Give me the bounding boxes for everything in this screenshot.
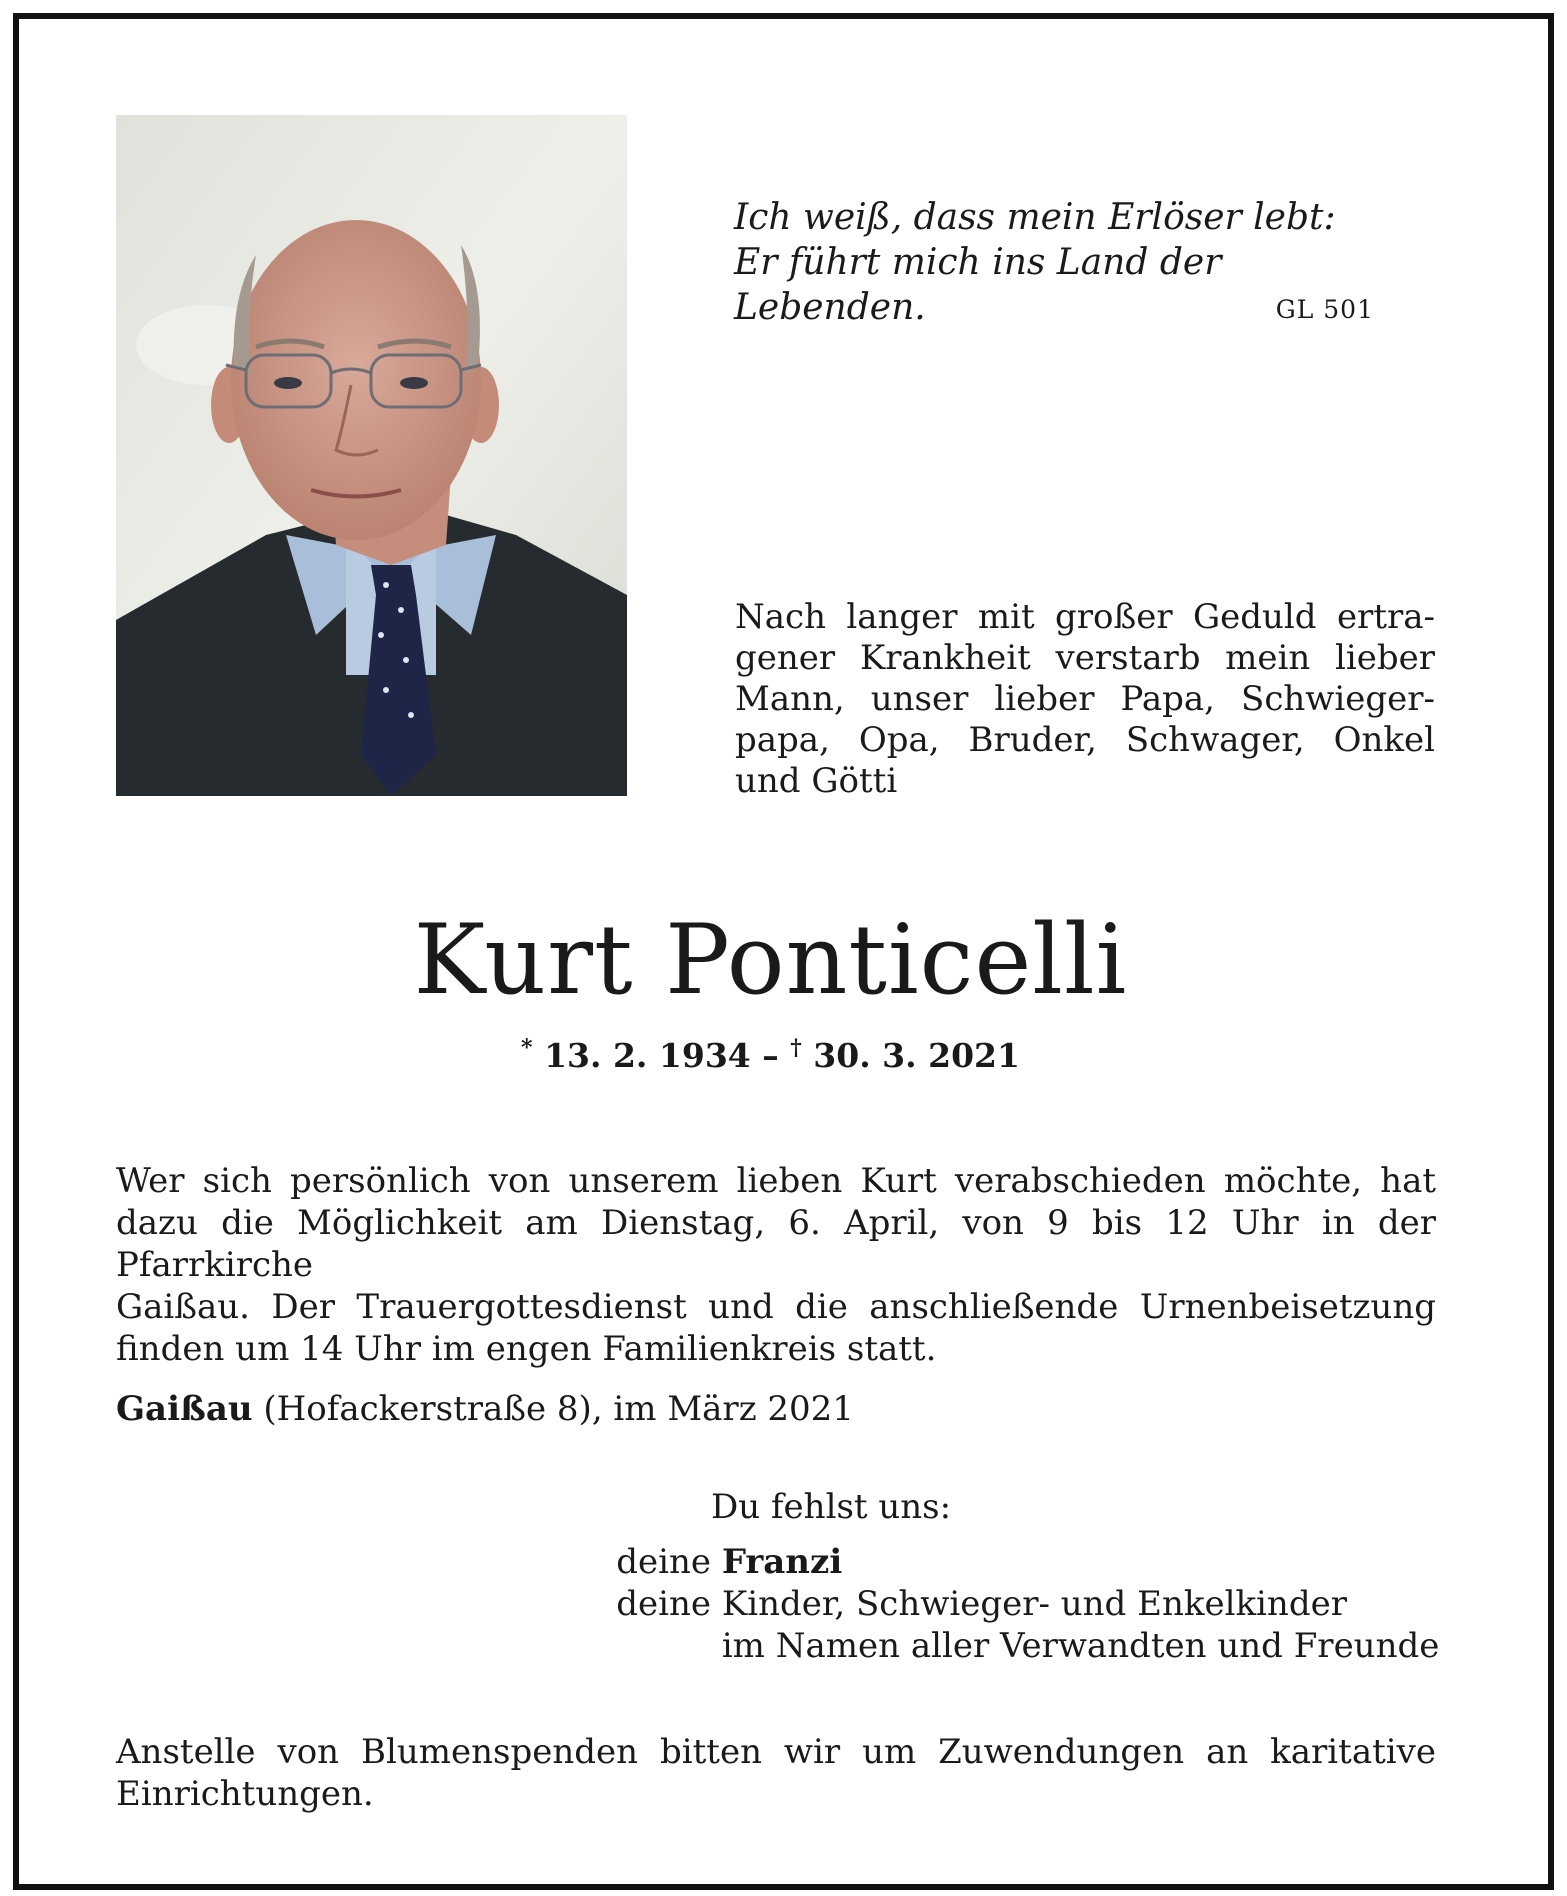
announcement-line: finden um 14 Uhr im engen Familienkreis statt. — [116, 1329, 937, 1369]
signature-row — [605, 1625, 1439, 1667]
portrait-image — [116, 115, 627, 796]
announcement-paragraph — [116, 1160, 1436, 1370]
signature-children: Kinder, Schwieger- und Enkelkinder — [721, 1584, 1347, 1624]
signature-heading: Du fehlst uns: — [711, 1487, 952, 1527]
life-dates — [0, 1035, 1541, 1075]
deceased-name: Kurt Ponticelli — [413, 904, 1128, 1016]
intro-line: Nach langer mit großer Geduld ertra- — [735, 597, 1435, 637]
birth-date: 13. 2. 1934 — [544, 1036, 751, 1075]
quote-reference: GL 501 — [1275, 295, 1374, 324]
quote-line: Er führt mich ins Land der Lebenden. — [734, 242, 1222, 328]
place-rest: (Hofackerstraße 8), im März 2021 — [252, 1389, 854, 1429]
signature-block — [605, 1541, 1439, 1667]
bible-quote — [734, 195, 1364, 330]
signature-row — [605, 1541, 1439, 1583]
intro-line: papa, Opa, Bruder, Schwager, Onkel — [735, 720, 1435, 760]
death-symbol: † — [790, 1035, 802, 1061]
announcement-line: Wer sich persönlich von unserem lieben Kurt verabschieden möchte, hat — [116, 1161, 1436, 1201]
place-and-date — [116, 1388, 854, 1430]
signature-prefix — [605, 1625, 711, 1667]
closing-line: Einrichtungen. — [116, 1774, 374, 1814]
quote-line: Ich weiß, dass mein Erlöser lebt: — [734, 197, 1336, 238]
portrait-photo — [116, 115, 627, 796]
date-separator: – — [762, 1036, 779, 1075]
closing-line: Anstelle von Blumenspenden bitten wir um Zuwendungen an karitative — [116, 1732, 1436, 1772]
signature-prefix: deine — [616, 1584, 711, 1624]
intro-line: und Götti — [735, 761, 898, 801]
birth-symbol: * — [521, 1035, 533, 1061]
announcement-line: dazu die Möglichkeit am Dienstag, 6. April, von 9 bis 12 Uhr in der Pfarrkirche — [116, 1203, 1436, 1285]
signature-spouse: Franzi — [721, 1542, 843, 1582]
intro-paragraph — [735, 597, 1435, 802]
place-town: Gaißau — [116, 1389, 253, 1429]
signature-relatives: im Namen aller Verwandten und Freunde — [721, 1626, 1440, 1666]
intro-line: gener Krankheit verstarb mein lieber — [735, 638, 1435, 678]
signature-row — [605, 1583, 1439, 1625]
death-date: 30. 3. 2021 — [813, 1036, 1020, 1075]
signature-prefix: deine — [616, 1542, 711, 1582]
announcement-line: Gaißau. Der Trauergottesdienst und die anschließende Urnenbeisetzung — [116, 1287, 1436, 1327]
closing-paragraph — [116, 1731, 1436, 1815]
intro-line: Mann, unser lieber Papa, Schwieger- — [735, 679, 1435, 719]
